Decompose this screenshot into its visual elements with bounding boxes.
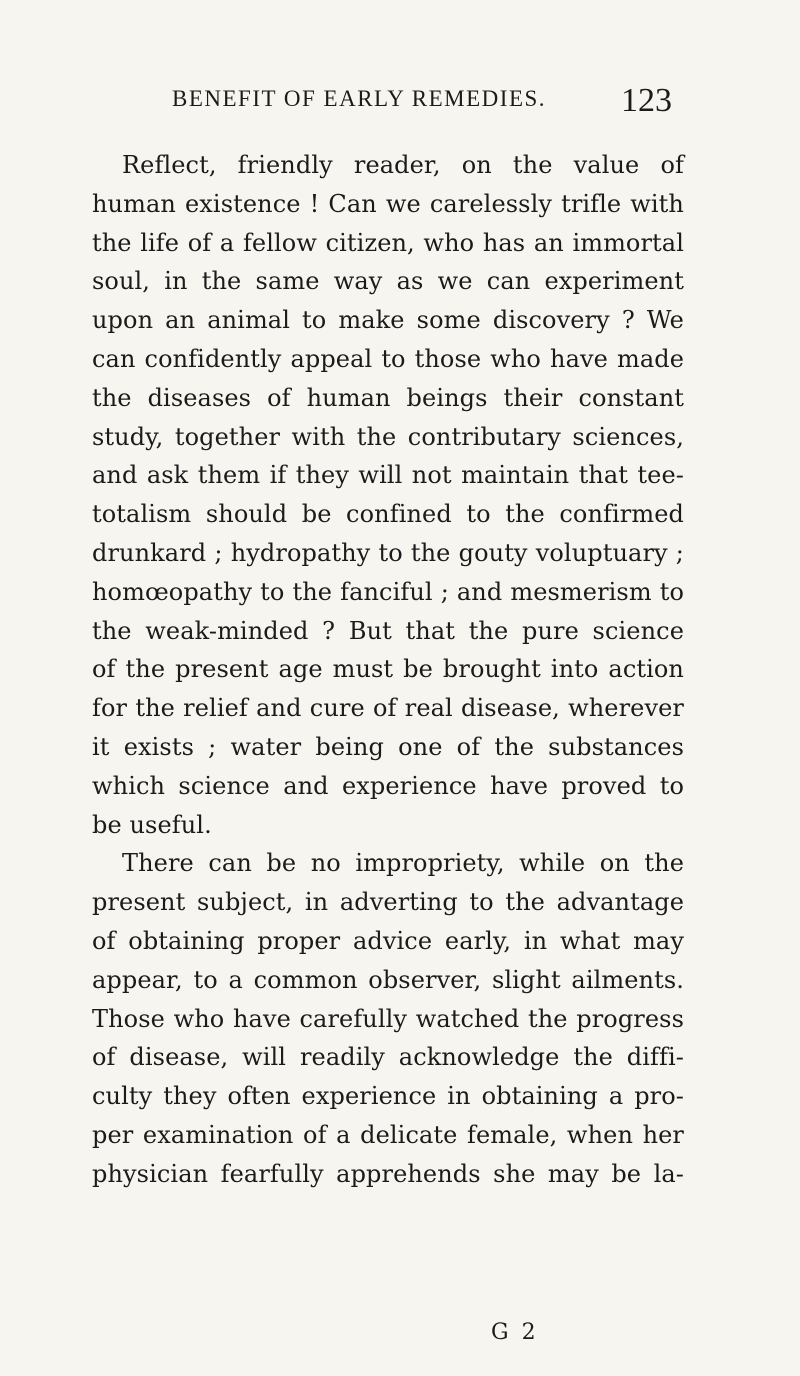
page-header bbox=[172, 82, 672, 126]
text-line: per examination of a delicate female, when her bbox=[92, 1120, 684, 1149]
text-line: of disease, will readily acknowledge the diffi- bbox=[92, 1043, 684, 1072]
text-line: appear, to a common observer, slight ailments. bbox=[92, 965, 684, 994]
text-line: the diseases of human beings their constant bbox=[92, 383, 684, 412]
text-line: drunkard ; hydropathy to the gouty voluptuary ; bbox=[92, 538, 684, 567]
text-line: of obtaining proper advice early, in what may bbox=[92, 926, 684, 955]
text-line: culty they often experience in obtaining a pro- bbox=[92, 1082, 684, 1111]
text-line: present subject, in adverting to the advantage bbox=[92, 888, 684, 917]
text-line: soul, in the same way as we can experiment bbox=[92, 267, 684, 296]
text-line: upon an animal to make some discovery ? We bbox=[92, 306, 684, 335]
text-line: can confidently appeal to those who have made bbox=[92, 344, 684, 373]
text-line: for the relief and cure of real disease, wherever bbox=[92, 694, 684, 723]
text-line: be useful. bbox=[92, 810, 212, 839]
text-line: it exists ; water being one of the substances bbox=[92, 732, 684, 761]
text-line: the weak-minded ? But that the pure science bbox=[92, 616, 684, 645]
text-line: Those who have carefully watched the progress bbox=[92, 1004, 684, 1033]
text-line: There can be no impropriety, while on the bbox=[122, 849, 684, 878]
text-line: homœopathy to the fanciful ; and mesmerism to bbox=[92, 577, 684, 606]
text-line: Reflect, friendly reader, on the value of bbox=[122, 151, 684, 179]
body-text bbox=[92, 146, 684, 1194]
text-line: totalism should be confined to the confirmed bbox=[92, 500, 684, 529]
text-line: the life of a fellow citizen, who has an immortal bbox=[92, 228, 684, 257]
text-line: of the present age must be brought into action bbox=[92, 655, 684, 684]
text-line: human existence ! Can we carelessly trifle with bbox=[92, 189, 684, 218]
text-line: which science and experience have proved to bbox=[92, 771, 684, 800]
text-line: study, together with the contributary sciences, bbox=[92, 422, 684, 451]
text-line: and ask them if they will not maintain that tee- bbox=[92, 461, 684, 490]
text-line: physician fearfully apprehends she may be la- bbox=[92, 1159, 684, 1188]
page-number: 123 bbox=[621, 82, 672, 119]
running-title: BENEFIT OF EARLY REMEDIES. bbox=[172, 86, 547, 111]
signature-mark: G 2 bbox=[491, 1320, 539, 1345]
